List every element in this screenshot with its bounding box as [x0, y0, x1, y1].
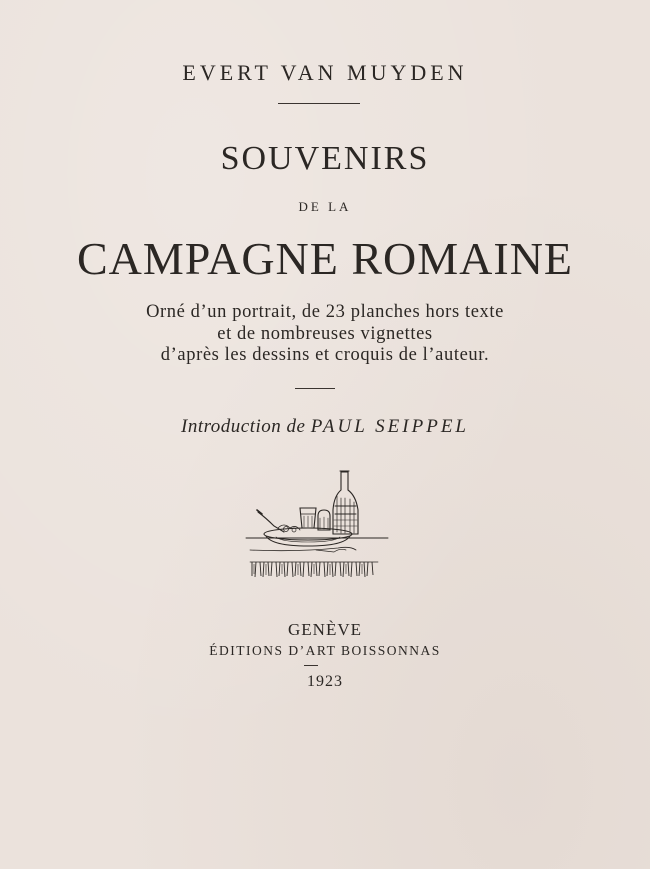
ornamental-rule-middle [295, 388, 335, 389]
description-line-2: et de nombreuses vignettes [217, 324, 433, 344]
introduction-credit [0, 416, 650, 438]
introduction-author: PAUL SEIPPEL [310, 416, 469, 437]
title-line-de-la: DE LA [298, 199, 352, 214]
author-name: EVERT VAN MUYDEN [182, 60, 468, 85]
introduction-prefix: Introduction de [181, 416, 306, 437]
ornamental-rule-top [278, 103, 360, 104]
publisher-name: ÉDITIONS D’ART BOISSONNAS [209, 643, 441, 658]
still-life-vignette-illustration [238, 466, 394, 584]
title-line-souvenirs: SOUVENIRS [220, 140, 430, 177]
title-line-campagne-romaine: CAMPAGNE ROMAINE [76, 233, 574, 284]
ornamental-rule-small [304, 665, 318, 666]
description-line-3: d’après les dessins et croquis de l’auteur. [160, 345, 490, 365]
publication-year: 1923 [307, 673, 343, 690]
description-line-1: Orné d’un portrait, de 23 planches hors texte [146, 302, 504, 322]
publication-city: GENÈVE [288, 620, 362, 639]
